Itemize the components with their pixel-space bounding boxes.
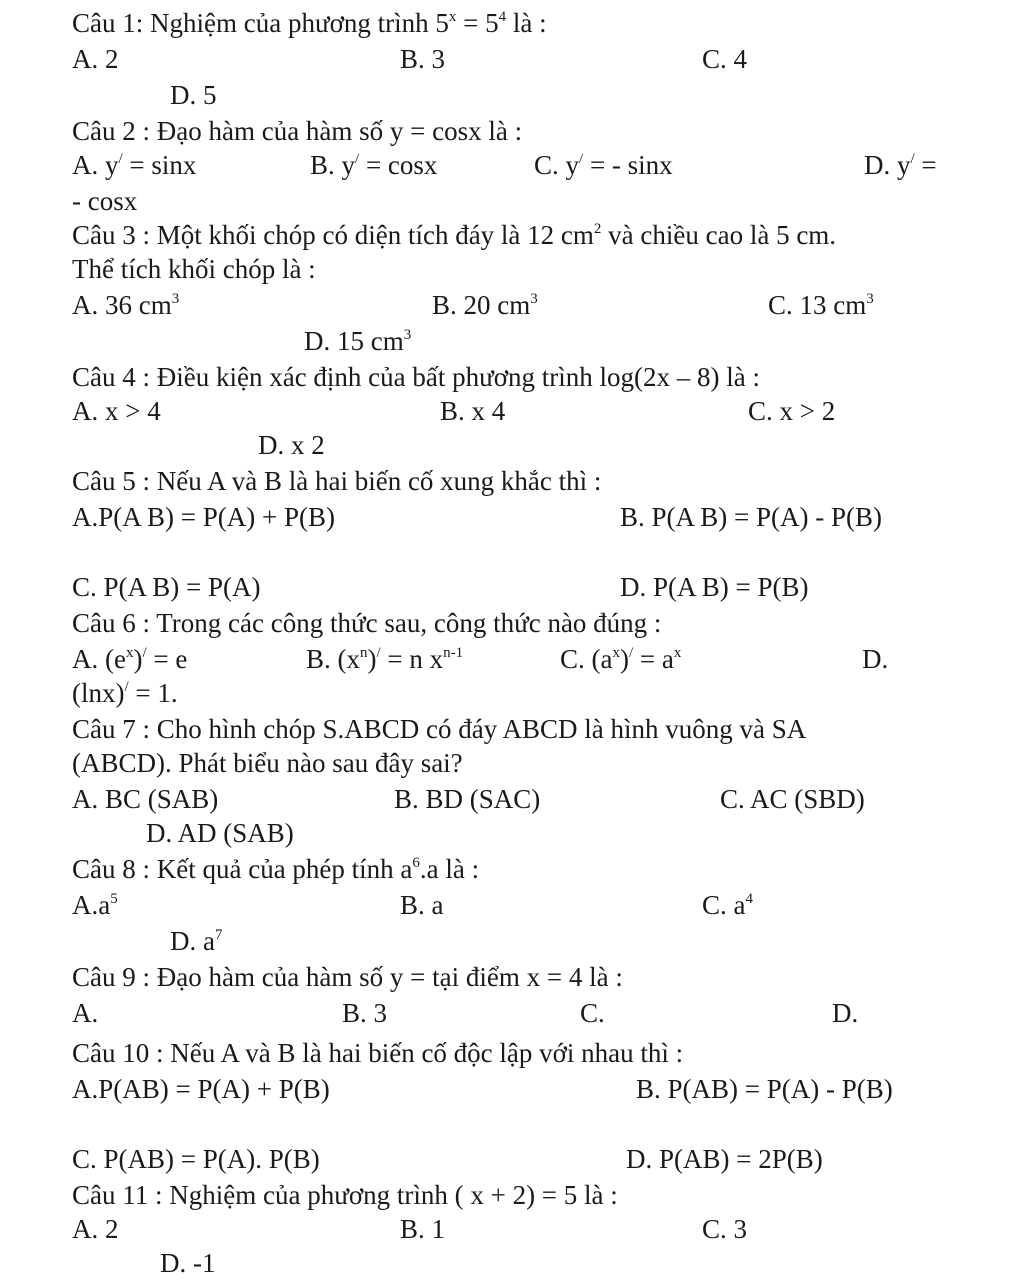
q1-title: Câu 1: Nghiệm của phương trình $5^x = 5^4$ là :	[72, 8, 547, 38]
q2-option-a: A. y/ = sinx	[72, 150, 197, 180]
q2-option-d-continued: - cosx	[72, 186, 138, 216]
q5-option-a: A.P(A B) = P(A) + P(B)	[72, 502, 335, 532]
q6-option-a: A. $(e^x)^/ = e$	[72, 644, 188, 674]
q5-option-d: D. P(A B) = P(B)	[620, 572, 809, 602]
q6-option-d: D.	[862, 644, 889, 674]
q9-option-b: B. 3	[342, 998, 388, 1028]
q2-option-b: B. y/ = cosx	[310, 150, 438, 180]
q3-title-line2: Thể tích khối chóp là :	[72, 254, 316, 284]
q9-option-c: C.	[580, 998, 605, 1028]
q2-title: Câu 2 : Đạo hàm của hàm số y = cosx là :	[72, 116, 523, 146]
q7-title-line1: Câu 7 : Cho hình chóp S.ABCD có đáy ABCD là hình vuông và SA	[72, 714, 807, 744]
q10-option-c: C. P(AB) = P(A). P(B)	[72, 1144, 320, 1174]
q11-option-d: D. -1	[160, 1248, 216, 1278]
q10-option-b: B. P(AB) = P(A) - P(B)	[636, 1074, 893, 1104]
q8-title: Câu 8 : Kết quả của phép tính $a^6.a$ là :	[72, 854, 480, 884]
q9-option-d: D.	[832, 998, 859, 1028]
q4-option-d: D. x 2	[258, 430, 325, 460]
q11-option-c: C. 3	[702, 1214, 748, 1244]
q1-option-d: D. 5	[170, 80, 217, 110]
q5-title: Câu 5 : Nếu A và B là hai biến cố xung khắc thì :	[72, 466, 602, 496]
q7-title-line2: (ABCD). Phát biểu nào sau đây sai?	[72, 748, 463, 778]
q10-option-a: A.P(AB) = P(A) + P(B)	[72, 1074, 330, 1104]
q4-option-a: A. x > 4	[72, 396, 161, 426]
q4-title: Câu 4 : Điều kiện xác định của bất phương trình log(2x – 8) là :	[72, 362, 761, 392]
q3-option-b: B. 20 $cm^3$	[432, 290, 538, 320]
q7-option-a: A. BC (SAB)	[72, 784, 219, 814]
q6-title: Câu 6 : Trong các công thức sau, công thức nào đúng :	[72, 608, 662, 638]
q1-option-b: B. 3	[400, 44, 446, 74]
q6-option-d-continued: (lnx)/ = 1.	[72, 678, 178, 708]
q7-option-d: D. AD (SAB)	[146, 818, 294, 848]
q7-option-c: C. AC (SBD)	[720, 784, 865, 814]
q7-option-b: B. BD (SAC)	[394, 784, 541, 814]
q8-option-b: B. a	[400, 890, 444, 920]
q6-option-b: B. $(x^n)^/ = n$ $x^{n-1}$	[306, 644, 464, 674]
q2-option-c: C. y/ = - sinx	[534, 150, 673, 180]
q3-title-line1: Câu 3 : Một khối chóp có diện tích đáy là 12 $cm^2$ và chiều cao là 5 cm.	[72, 220, 837, 250]
q1-option-a: A. 2	[72, 44, 119, 74]
q3-option-c: C. 13 $cm^3$	[768, 290, 874, 320]
q9-title: Câu 9 : Đạo hàm của hàm số y = tại điểm x = 4 là :	[72, 962, 623, 992]
q10-option-d: D. P(AB) = 2P(B)	[626, 1144, 823, 1174]
q5-option-b: B. P(A B) = P(A) - P(B)	[620, 502, 882, 532]
q5-option-c: C. P(A B) = P(A)	[72, 572, 261, 602]
q8-option-a: $A.a^5$	[72, 890, 118, 920]
q10-title: Câu 10 : Nếu A và B là hai biến cố độc lập với nhau thì :	[72, 1038, 684, 1068]
q8-option-d: D. $a^7$	[170, 926, 223, 956]
q6-option-c: C. $(a^x)^/ = a^x$	[560, 644, 682, 674]
q11-option-b: B. 1	[400, 1214, 446, 1244]
q2-option-d: D. y/ =	[864, 150, 937, 180]
q1-option-c: C. 4	[702, 44, 748, 74]
q9-option-a: A.	[72, 998, 99, 1028]
q4-option-c: C. x > 2	[748, 396, 836, 426]
q4-option-b: B. x 4	[440, 396, 506, 426]
q3-option-d: D. 15 $cm^3$	[304, 326, 412, 356]
q11-title: Câu 11 : Nghiệm của phương trình ( x + 2) = 5 là :	[72, 1180, 618, 1210]
q11-option-a: A. 2	[72, 1214, 119, 1244]
q8-option-c: C. $a^4$	[702, 890, 753, 920]
q3-option-a: A. 36 $cm^3$	[72, 290, 180, 320]
